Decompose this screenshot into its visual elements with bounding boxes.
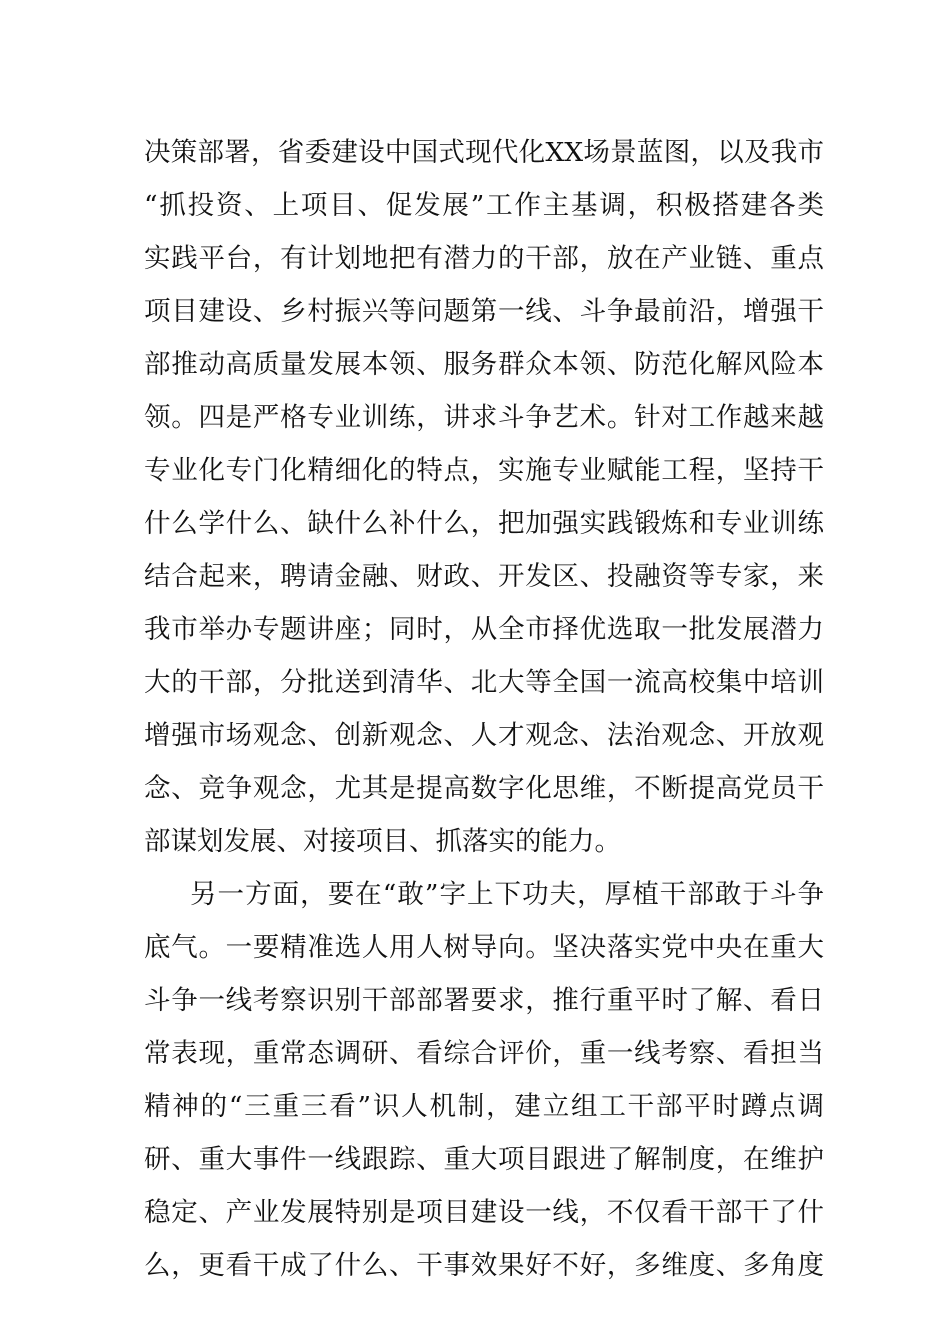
paragraph-1-line-7: 专业化专门化精细化的特点，实施专业赋能工程，坚持干 xyxy=(144,455,824,486)
paragraph-2-line-8: 么，更看干成了什么、干事效果好不好，多维度、多角度 xyxy=(144,1250,824,1281)
paragraph-2-line-2: 底气。一要精准选人用人树导向。坚决落实党中央在重大 xyxy=(144,932,824,963)
paragraph-1-line-4: 项目建设、乡村振兴等问题第一线、斗争最前沿，增强干 xyxy=(144,296,824,327)
paragraph-1-line-8: 什么学什么、缺什么补什么，把加强实践锻炼和专业训练 xyxy=(144,508,824,539)
paragraph-2-line-5: 精神的“三重三看”识人机制，建立组工干部平时蹲点调 xyxy=(144,1091,824,1122)
paragraph-1-line-2: “抓投资、上项目、促发展”工作主基调，积极搭建各类 xyxy=(144,190,824,221)
paragraph-1-line-6: 领。四是严格专业训练，讲求斗争艺术。针对工作越来越 xyxy=(144,402,824,433)
paragraph-1-line-14: 部谋划发展、对接项目、抓落实的能力。 xyxy=(144,826,621,857)
paragraph-2-line-4: 常表现，重常态调研、看综合评价，重一线考察、看担当 xyxy=(144,1038,824,1069)
paragraph-2-line-3: 斗争一线考察识别干部部署要求，推行重平时了解、看日 xyxy=(144,985,824,1016)
paragraph-1-line-11: 大的干部，分批送到清华、北大等全国一流高校集中培训 xyxy=(144,667,824,698)
paragraph-2-line-6: 研、重大事件一线跟踪、重大项目跟进了解制度，在维护 xyxy=(144,1144,824,1175)
paragraph-2-line-1: 另一方面，要在“敢”字上下功夫，厚植干部敢于斗争 xyxy=(190,879,824,910)
paragraph-1-line-3: 实践平台，有计划地把有潜力的干部，放在产业链、重点 xyxy=(144,243,824,274)
paragraph-1-line-12: 增强市场观念、创新观念、人才观念、法治观念、开放观 xyxy=(144,720,824,751)
paragraph-2-line-7: 稳定、产业发展特别是项目建设一线，不仅看干部干了什 xyxy=(144,1197,824,1228)
paragraph-1-line-1: 决策部署，省委建设中国式现代化XX场景蓝图，以及我市 xyxy=(144,137,824,168)
paragraph-1-line-10: 我市举办专题讲座；同时，从全市择优选取一批发展潜力 xyxy=(144,614,824,645)
body-text xyxy=(144,126,824,1292)
paragraph-1-line-13: 念、竞争观念，尤其是提高数字化思维，不断提高党员干 xyxy=(144,773,824,804)
paragraph-1-line-9: 结合起来，聘请金融、财政、开发区、投融资等专家，来 xyxy=(144,561,824,592)
paragraph-1-line-5: 部推动高质量发展本领、服务群众本领、防范化解风险本 xyxy=(144,349,824,380)
